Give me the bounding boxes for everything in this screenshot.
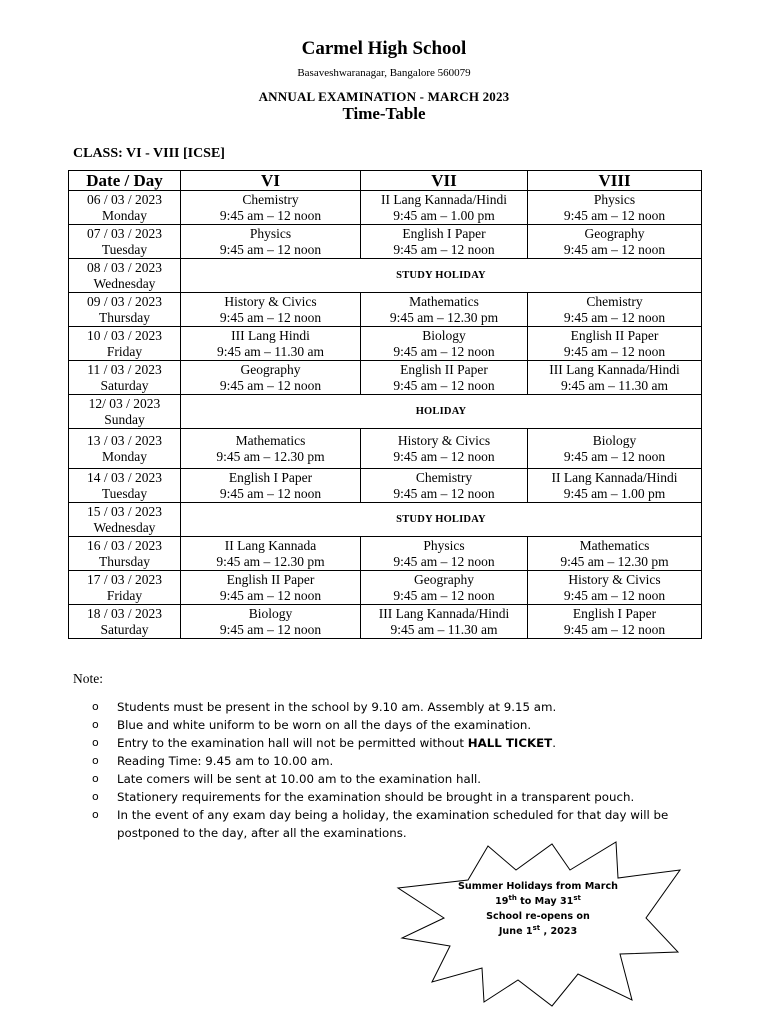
exam-cell-viii [528,191,702,225]
table-row [69,469,702,503]
date-day-cell [69,191,181,225]
subject-text: III Lang Kannada/Hindi [378,605,510,621]
date-text: 07 / 03 / 2023 [86,225,162,241]
date-text: 13 / 03 / 2023 [86,432,162,448]
holiday-cell: STUDY HOLIDAY [181,259,702,293]
exam-cell-vi [181,605,361,639]
subject-text: Biology [248,605,293,621]
header-class-viii: VIII [528,171,702,191]
exam-time-text: 9:45 am – 12 noon [563,621,666,637]
note-emphasis: HALL TICKET [467,736,553,750]
exam-time-text: 9:45 am – 12 noon [219,621,322,637]
subject-text: III Lang Hindi [231,327,310,343]
day-text: Tuesday [101,241,148,257]
subject-text: Mathematics [579,537,650,553]
exam-cell-viii [528,429,702,469]
subject-text: Biology [422,327,466,343]
subject-text: English I Paper [402,225,486,241]
exam-cell-vi [181,361,361,395]
date-day-cell [69,605,181,639]
note-text-end: . [552,736,556,750]
subject-text: Geography [584,225,645,241]
note-text: Entry to the examination hall will not be permitted without [117,736,468,750]
date-day-cell [69,395,181,429]
subject-text: History & Civics [224,293,317,309]
starburst-line-1: Summer Holidays from March [458,881,618,892]
exam-time-text: 9:45 am – 12 noon [219,587,322,603]
subject-text: English II Paper [570,327,659,343]
date-text: 14 / 03 / 2023 [86,469,162,485]
date-text: 18 / 03 / 2023 [86,605,162,621]
subject-text: Chemistry [586,293,643,309]
header-class-vi: VI [181,171,361,191]
note-item [92,752,702,770]
exam-cell-viii [528,361,702,395]
day-text: Monday [102,207,147,223]
exam-time-text: 9:45 am – 12 noon [219,377,322,393]
subject-text: English I Paper [228,469,313,485]
exam-time-text: 9:45 am – 12 noon [393,448,495,464]
day-text: Saturday [100,377,149,393]
exam-cell-vii [361,605,528,639]
exam-cell-vi [181,327,361,361]
subject-text: English I Paper [572,605,657,621]
exam-cell-viii [528,469,702,503]
date-text: 16 / 03 / 2023 [86,537,162,553]
subject-text: Biology [592,432,637,448]
note-text: Stationery requirements for the examination should be brought in a transparent pouch. [117,790,635,804]
exam-time-text: 9:45 am – 12 noon [563,309,666,325]
note-item [92,770,702,788]
subject-text: Geography [414,571,474,587]
date-day-cell [69,469,181,503]
note-heading: Note: [73,671,103,686]
exam-cell-viii [528,327,702,361]
day-text: Wednesday [93,275,156,291]
exam-time-text: 9:45 am – 12 noon [563,241,666,257]
holiday-row [69,259,702,293]
exam-time-text: 9:45 am – 1.00 pm [563,485,666,501]
exam-cell-vii [361,469,528,503]
day-text: Wednesday [93,519,156,535]
note-item [92,788,702,806]
exam-timetable [68,170,702,639]
exam-time-text: 9:45 am – 12 noon [219,207,322,223]
note-item [92,716,702,734]
header-date-day: Date / Day [69,171,181,191]
table-row [69,293,702,327]
exam-time-text: 9:45 am – 12.30 pm [216,553,325,569]
date-text: 15 / 03 / 2023 [86,503,162,519]
timetable-title: Time-Table [342,104,426,123]
exam-cell-vii [361,225,528,259]
date-text: 09 / 03 / 2023 [86,293,162,309]
exam-time-text: 9:45 am – 12 noon [393,587,495,603]
class-label: CLASS: VI - VIII [ICSE] [73,146,225,161]
exam-cell-vi [181,191,361,225]
day-text: Friday [106,343,143,359]
table-row [69,537,702,571]
date-day-cell [69,259,181,293]
day-text: Friday [106,587,143,603]
date-day-cell [69,293,181,327]
table-row [69,225,702,259]
subject-text: English II Paper [400,361,488,377]
holiday-cell: STUDY HOLIDAY [181,503,702,537]
subject-text: Chemistry [415,469,473,485]
school-address: Basaveshwaranagar, Bangalore 560079 [297,67,471,79]
header-class-vii: VII [361,171,528,191]
exam-time-text: 9:45 am – 11.30 am [560,377,669,393]
subject-text: II Lang Kannada/Hindi [381,191,507,207]
subject-text: English II Paper [226,571,315,587]
bullet-icon: o [92,790,99,803]
exam-time-text: 9:45 am – 12 noon [563,343,666,359]
exam-time-text: 9:45 am – 11.30 am [216,343,325,359]
day-text: Thursday [99,553,150,569]
day-text: Saturday [100,621,149,637]
exam-time-text: 9:45 am – 12 noon [219,241,322,257]
date-text: 06 / 03 / 2023 [86,191,162,207]
table-row [69,571,702,605]
holiday-cell: HOLIDAY [181,395,702,429]
day-text: Tuesday [101,485,148,501]
exam-cell-vi [181,429,361,469]
exam-cell-viii [528,537,702,571]
exam-cell-vii [361,361,528,395]
exam-time-text: 9:45 am – 11.30 am [390,621,498,637]
exam-cell-viii [528,605,702,639]
exam-cell-vii [361,191,528,225]
exam-time-text: 9:45 am – 12.30 pm [216,448,325,464]
note-text: In the event of any exam day being a holiday, the examination scheduled for that day will be postponed to the day, after all the examinations. [117,808,669,840]
bullet-icon: o [92,772,99,785]
note-text: Reading Time: 9.45 am to 10.00 am. [117,754,334,768]
exam-time-text: 9:45 am – 12 noon [393,377,495,393]
exam-cell-vii [361,429,528,469]
exam-cell-vii [361,571,528,605]
exam-time-text: 9:45 am – 12 noon [393,343,495,359]
subject-text: Physics [423,537,465,553]
bullet-icon: o [92,808,99,821]
table-row [69,361,702,395]
note-text: Late comers will be sent at 10.00 am to the examination hall. [117,772,482,786]
date-day-cell [69,503,181,537]
bullet-icon: o [92,700,99,713]
subject-text: II Lang Kannada/Hindi [551,469,678,485]
exam-time-text: 9:45 am – 12 noon [219,309,322,325]
date-text: 11 / 03 / 2023 [87,361,162,377]
exam-cell-vi [181,537,361,571]
bullet-icon: o [92,718,99,731]
note-item [92,806,702,842]
date-text: 10 / 03 / 2023 [86,327,162,343]
exam-cell-vii [361,293,528,327]
starburst-line-3: School re-opens on [486,911,590,922]
bullet-icon: o [92,736,99,749]
note-text: Students must be present in the school by 9.10 am. Assembly at 9.15 am. [117,700,557,714]
table-row [69,429,702,469]
subject-text: Mathematics [409,293,479,309]
date-text: 08 / 03 / 2023 [86,259,162,275]
exam-cell-vi [181,571,361,605]
subject-text: History & Civics [397,432,491,448]
starburst-line-2: 19th to May 31st [495,893,581,907]
exam-cell-vii [361,537,528,571]
subject-text: II Lang Kannada [224,537,317,553]
exam-cell-viii [528,571,702,605]
date-day-cell [69,327,181,361]
date-day-cell [69,361,181,395]
exam-cell-vi [181,225,361,259]
notes-list [92,698,702,842]
subject-text: History & Civics [568,571,661,587]
exam-time-text: 9:45 am – 12 noon [563,207,666,223]
exam-cell-viii [528,293,702,327]
exam-time-text: 9:45 am – 12.30 pm [560,553,669,569]
holiday-row [69,395,702,429]
school-name: Carmel High School [301,38,467,59]
day-text: Sunday [104,411,145,427]
table-row [69,191,702,225]
exam-title: ANNUAL EXAMINATION - MARCH 2023 [258,89,510,104]
exam-time-text: 9:45 am – 12 noon [219,485,322,501]
subject-text: Chemistry [242,191,299,207]
day-text: Monday [102,448,147,464]
exam-time-text: 9:45 am – 12 noon [393,553,495,569]
exam-time-text: 9:45 am – 12 noon [563,448,666,464]
note-item [92,698,702,716]
bullet-icon: o [92,754,99,767]
timetable-body [69,191,702,639]
date-day-cell [69,571,181,605]
day-text: Thursday [99,309,150,325]
exam-time-text: 9:45 am – 12 noon [393,241,495,257]
exam-cell-vi [181,469,361,503]
date-day-cell [69,537,181,571]
subject-text: III Lang Kannada/Hindi [549,361,680,377]
starburst-line-4: June 1st , 2023 [498,923,578,937]
subject-text: Mathematics [235,432,306,448]
exam-cell-viii [528,225,702,259]
table-row [69,327,702,361]
note-item [92,734,702,752]
exam-cell-vi [181,293,361,327]
exam-time-text: 9:45 am – 1.00 pm [393,207,495,223]
subject-text: Physics [249,225,292,241]
table-header-row [69,171,702,191]
exam-time-text: 9:45 am – 12 noon [563,587,666,603]
exam-time-text: 9:45 am – 12 noon [393,485,495,501]
date-day-cell [69,225,181,259]
exam-time-text: 9:45 am – 12.30 pm [389,309,499,325]
table-row [69,605,702,639]
subject-text: Physics [593,191,636,207]
date-text: 17 / 03 / 2023 [86,571,162,587]
subject-text: Geography [240,361,301,377]
holiday-row [69,503,702,537]
note-text: Blue and white uniform to be worn on all the days of the examination. [117,718,532,732]
starburst-text [458,879,618,939]
exam-cell-vii [361,327,528,361]
date-day-cell [69,429,181,469]
date-text: 12/ 03 / 2023 [88,395,161,411]
